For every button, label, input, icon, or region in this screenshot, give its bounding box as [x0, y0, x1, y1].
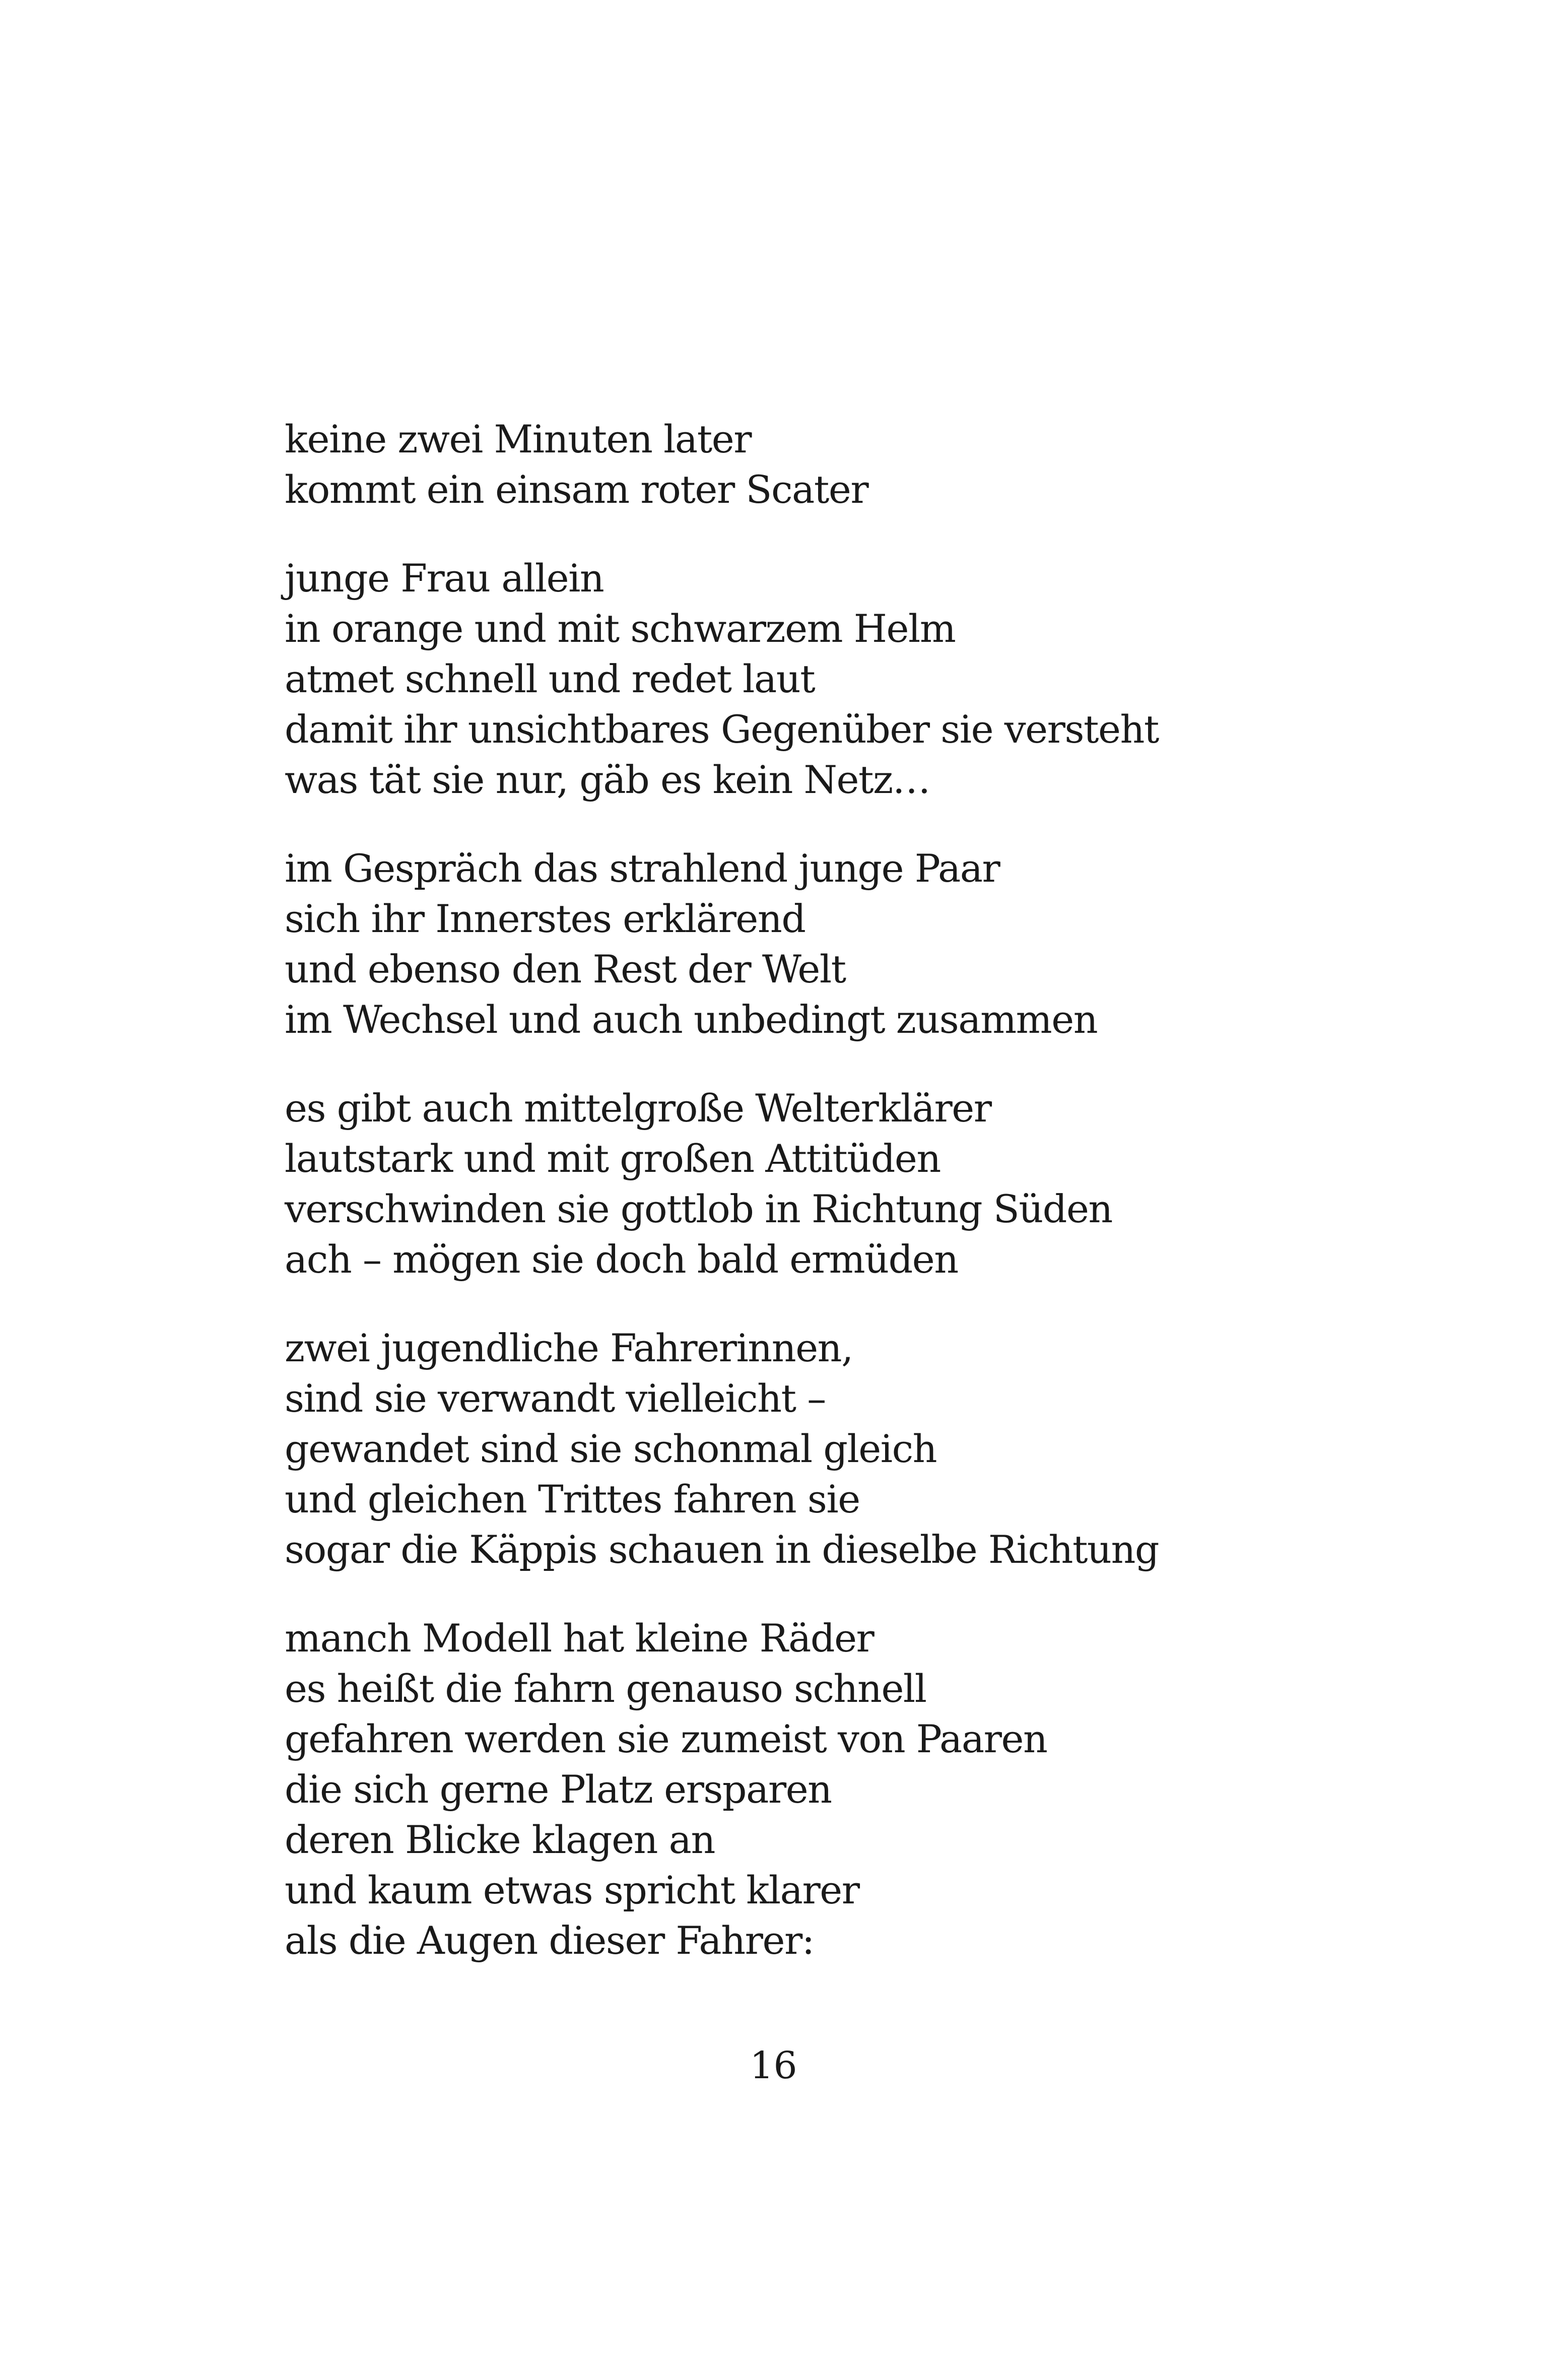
stanza-5: [285, 1323, 1292, 1575]
poem-line: junge Frau allein: [285, 556, 604, 601]
poem-line: keine zwei Minuten later: [285, 417, 752, 461]
poem-line: in orange und mit schwarzem Helm: [285, 606, 956, 651]
poem-line: im Gespräch das strahlend junge Paar: [285, 846, 1000, 891]
poem-line: die sich gerne Platz ersparen: [285, 1767, 832, 1812]
poem-line: sogar die Käppis schauen in dieselbe Richtung: [285, 1527, 1159, 1572]
poem-line: und kaum etwas spricht klarer: [285, 1868, 859, 1912]
poem-line: gewandet sind sie schonmal gleich: [285, 1426, 937, 1471]
poem-line: lautstark und mit großen Attitüden: [285, 1136, 940, 1181]
poem-line: und ebenso den Rest der Welt: [285, 947, 846, 991]
poem-line: deren Blicke klagen an: [285, 1817, 715, 1862]
poem-line: zwei jugendliche Fahrerinnen,: [285, 1326, 853, 1370]
poem-line: sind sie verwandt vielleicht –: [285, 1376, 826, 1421]
poem-line: verschwinden sie gottlob in Richtung Süden: [285, 1186, 1112, 1231]
poem-line: was tät sie nur, gäb es kein Netz…: [285, 757, 930, 802]
stanza-4: [285, 1083, 1292, 1285]
poem-line: es gibt auch mittelgroße Welterklärer: [285, 1086, 991, 1131]
poem-line: ach – mögen sie doch bald ermüden: [285, 1237, 958, 1282]
stanza-6: [285, 1613, 1292, 1966]
poem-line: damit ihr unsichtbares Gegenüber sie versteht: [285, 707, 1159, 752]
poem-line: im Wechsel und auch unbedingt zusammen: [285, 997, 1098, 1042]
poem-line: manch Modell hat kleine Räder: [285, 1616, 874, 1661]
poem-line: es heißt die fahrn genauso schnell: [285, 1666, 926, 1711]
poem-line: und gleichen Trittes fahren sie: [285, 1477, 860, 1522]
page-number: 16: [750, 2044, 797, 2087]
stanza-2: [285, 553, 1292, 805]
poem-line: kommt ein einsam roter Scater: [285, 467, 868, 512]
poem-line: gefahren werden sie zumeist von Paaren: [285, 1716, 1047, 1761]
poem-line: sich ihr Innerstes erklärend: [285, 896, 805, 941]
stanza-3: [285, 843, 1292, 1045]
poem-line: atmet schnell und redet laut: [285, 656, 815, 701]
stanza-1: [285, 414, 1292, 515]
poem-body: [285, 414, 1292, 2004]
poem-line: als die Augen dieser Fahrer:: [285, 1918, 814, 1963]
